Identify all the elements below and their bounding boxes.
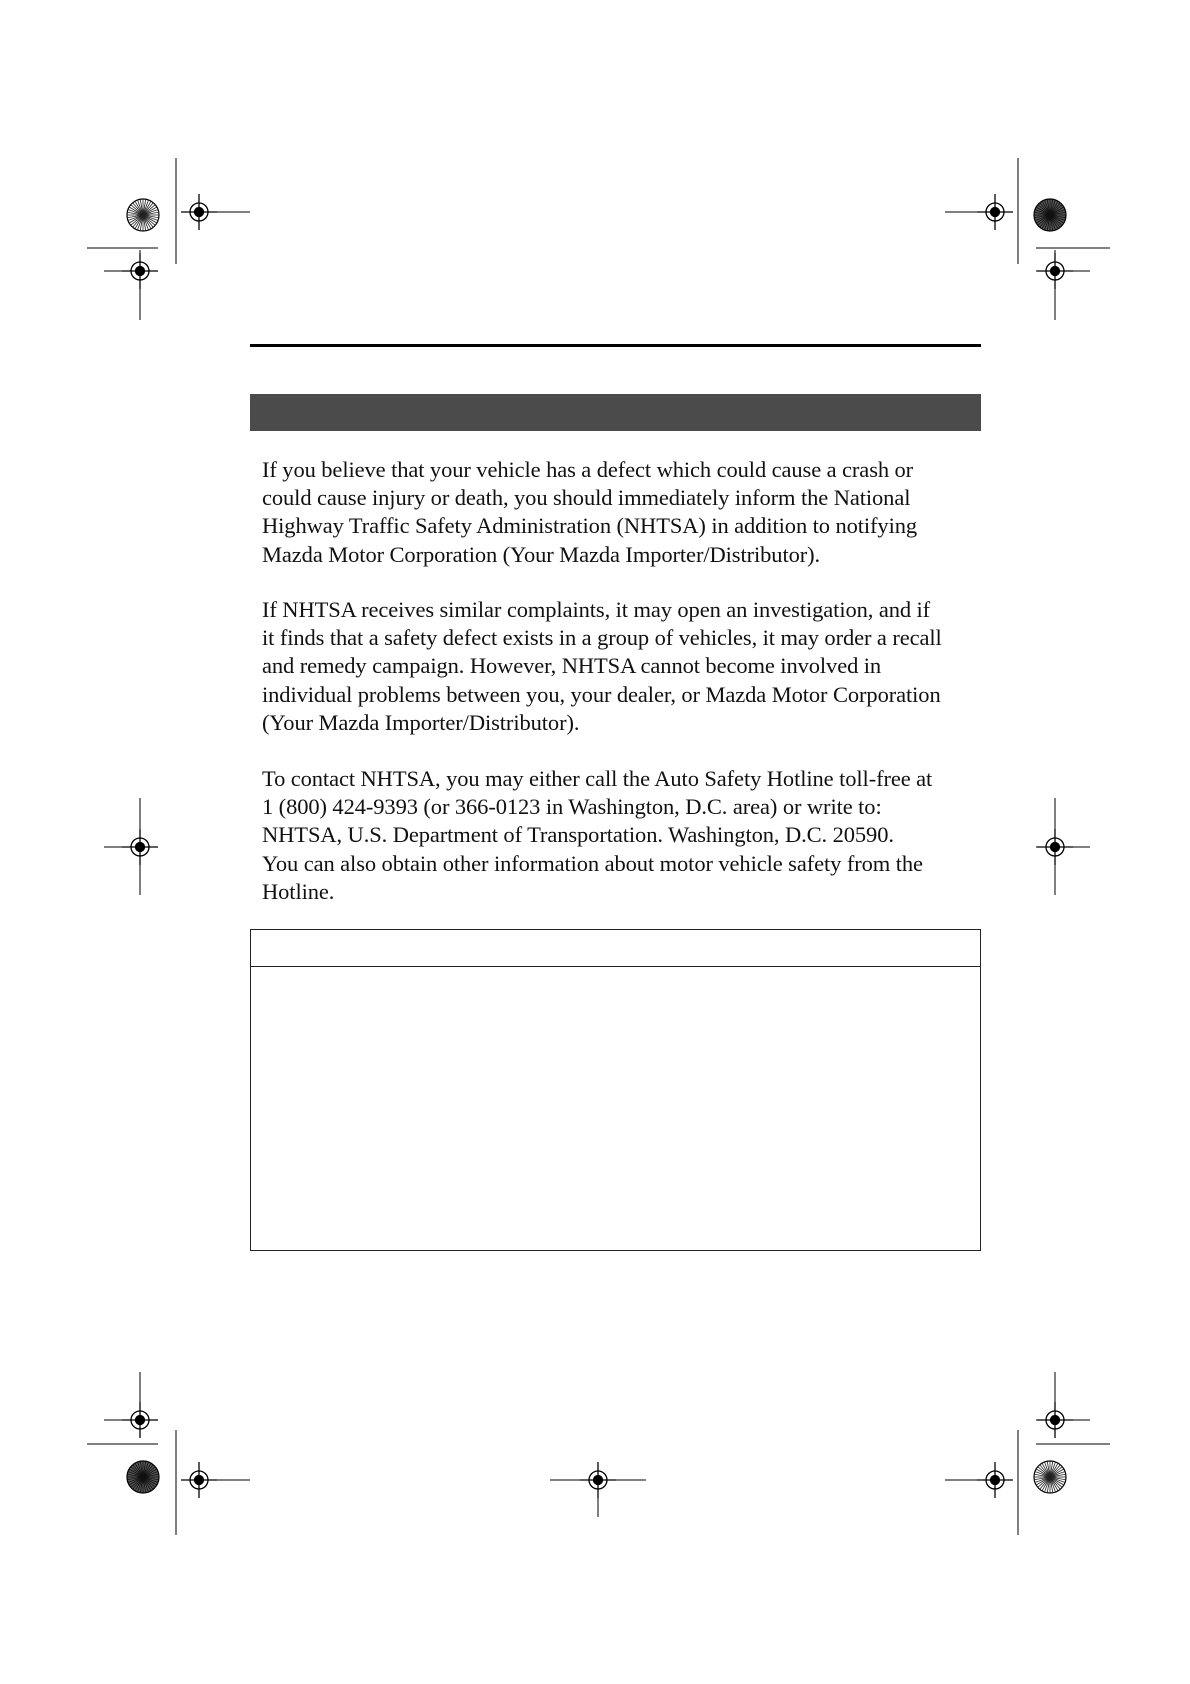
text-line: and remedy campaign. However, NHTSA cannot become involved in bbox=[262, 653, 882, 679]
text-line: You can also obtain other information about motor vehicle safety from the bbox=[262, 850, 923, 876]
text-line: (Your Mazda Importer/Distributor). bbox=[262, 709, 580, 735]
text-line: To contact NHTSA, you may either call the Auto Safety Hotline toll-free at bbox=[262, 766, 933, 791]
text-line: If NHTSA receives similar complaints, it may open an investigation, and if bbox=[262, 597, 931, 622]
paragraph-investigation bbox=[262, 596, 982, 737]
text-line: individual problems between you, your dealer, or Mazda Motor Corporation bbox=[262, 681, 941, 707]
text-line: NHTSA, U.S. Department of Transportation. Washington, D.C. 20590. bbox=[262, 822, 894, 848]
text-line: could cause injury or death, you should immediately inform the National bbox=[262, 485, 911, 511]
color-registration-starburst-icon bbox=[1034, 199, 1066, 231]
paragraph-defect-report bbox=[262, 456, 982, 569]
text-line: Mazda Motor Corporation (Your Mazda Importer/Distributor). bbox=[262, 541, 821, 567]
color-registration-starburst-icon bbox=[127, 199, 159, 231]
info-box-header bbox=[251, 930, 980, 967]
color-registration-starburst-icon bbox=[1034, 1461, 1066, 1493]
text-line: If you believe that your vehicle has a defect which could cause a crash or bbox=[262, 457, 914, 482]
paragraph-contact-nhtsa bbox=[262, 765, 982, 906]
text-line: Highway Traffic Safety Administration (NHTSA) in addition to notifying bbox=[262, 513, 918, 539]
info-box bbox=[250, 929, 981, 1251]
header-rule bbox=[250, 344, 981, 347]
color-registration-starburst-icon bbox=[127, 1461, 159, 1493]
section-header-bar bbox=[250, 394, 981, 431]
text-line: Hotline. bbox=[262, 878, 335, 904]
text-line: 1 (800) 424-9393 (or 366-0123 in Washington, D.C. area) or write to: bbox=[262, 794, 882, 820]
text-line: it finds that a safety defect exists in a group of vehicles, it may order a recall bbox=[262, 625, 942, 651]
